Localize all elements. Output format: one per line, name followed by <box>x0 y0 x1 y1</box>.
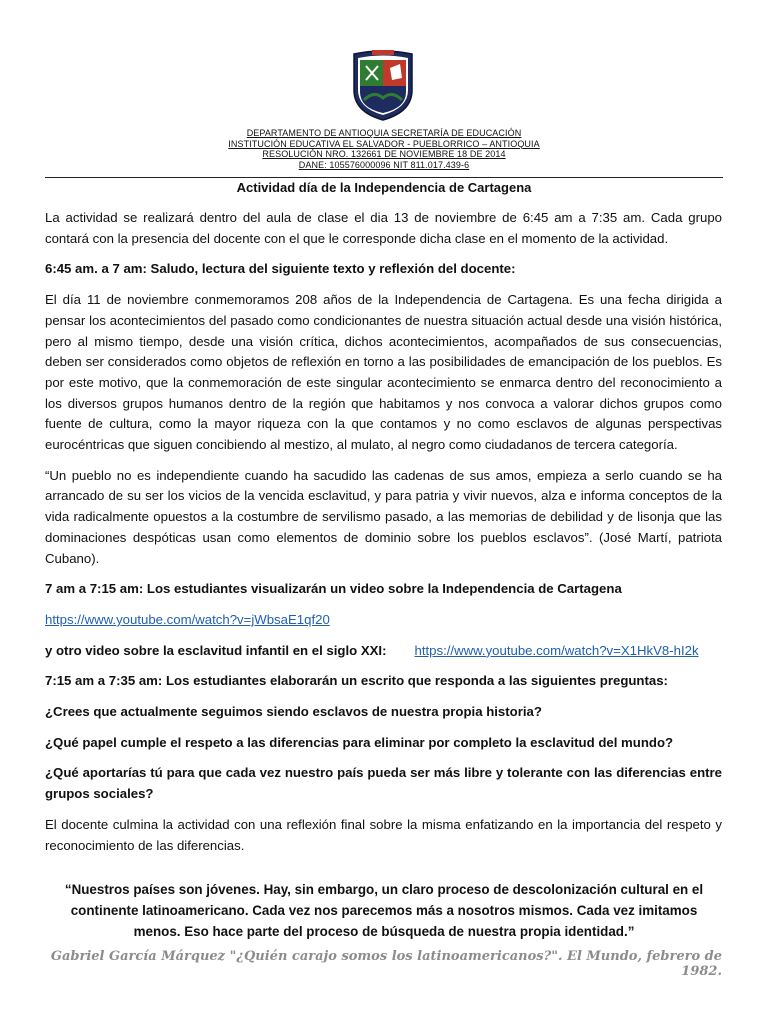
intro-paragraph: La actividad se realizará dentro del aula de clase el dia 13 de noviembre de 6:45 am a 7:35 am. Cada grupo contará con la presencia del docente con el que le corresponde dicha clase en el momento de la actividad. <box>45 210 722 246</box>
school-shield-icon <box>350 50 416 122</box>
video-link-child-slavery[interactable]: https://www.youtube.com/watch?v=X1HkV8-hI2k <box>414 642 699 658</box>
header-line-resolution: RESOLUCIÓN NRO. 132661 DE NOVIEMBRE 18 DE 2014 <box>262 149 506 159</box>
marti-quote-paragraph: “Un pueblo no es independiente cuando ha sacudido las cadenas de sus amos, empieza a serlo cuando se ha arrancado de su ser los vicios de la vencida esclavitud, y para patria y vivir nuevos, alza e informa conceptos de la vida radicalmente opuestos a la costumbre de servilismo pasado, a las memorias de debilidad y de lisonja que las dominaciones despóticas usan como elementos de dominio sobre los pueblos esclavos”. (José Martí, patriota Cubano). <box>45 467 722 566</box>
reading-paragraph: El día 11 de noviembre conmemoramos 208 años de la Independencia de Cartagena. Es una fecha dirigida a pensar los acontecimientos del pasado como condicionantes de nuestra situación actual desde una visión histórica, pero al mismo tiempo, desde una visión crítica, dichos acontecimientos, acompañados de sus consecuencias, deben ser considerados como objetos de reflexión en torno a las posibilidades de emancipación de los pueblos. Es por este motivo, que la conmemoración de este singular acontecimiento se enmarca dentro del reconocimiento a los diversos grupos humanos dentro de la región que habitamos y nos convoca a valorar dichos grupos como fuente de cultura, como la mayor riqueza con la que contamos y no como esclavos de algunas perspectivas eurocéntricas que siguen concibiendo al mestizo, al mulato, al negro como ciudadanos de tercera categoría. <box>45 292 722 453</box>
header-line-institution: INSTITUCIÓN EDUCATIVA EL SALVADOR - PUEBLORRICO – ANTIOQUIA <box>228 138 540 149</box>
question-2: ¿Qué papel cumple el respeto a las diferencias para eliminar por completo la esclavitud del mundo? <box>45 734 674 750</box>
document-body <box>45 208 722 866</box>
header-line-dane: DANE: 105576000096 NIT 811.017.439-6 <box>298 159 470 170</box>
section-heading-video: 7 am a 7:15 am: Los estudiantes visualizarán un video sobre la Independencia de Cartagena <box>45 581 622 597</box>
quote-citation: Gabriel García Márquez "¿Quién carajo somos los latinoamericanos?". El Mundo, febrero de 1982. <box>50 949 722 979</box>
garcia-marquez-quote: “Nuestros países son jóvenes. Hay, sin embargo, un claro proceso de descolonización cultural en el continente latinoamericano. Cada vez nos parecemos más a nosotros mismos. Cada vez imitamos menos. Eso hace parte del proceso de búsqueda de nuestra propia identidad.” <box>64 882 704 939</box>
section-heading-greeting: 6:45 am. a 7 am: Saludo, lectura del siguiente texto y reflexión del docente: <box>45 261 516 277</box>
question-1: ¿Crees que actualmente seguimos siendo esclavos de nuestra propia historia? <box>45 704 542 720</box>
question-3: ¿Qué aportarías tú para que cada vez nuestro país pueda ser más libre y tolerante con las diferencias entre grupos sociales? <box>45 765 722 802</box>
header-line-department: DEPARTAMENTO DE ANTIOQUIA SECRETARÍA DE EDUCACIÓN <box>246 128 522 138</box>
institution-header <box>0 128 768 170</box>
closing-paragraph: El docente culmina la actividad con una reflexión final sobre la misma enfatizando en la importancia del respeto y reconocimiento de las diferencias. <box>45 816 722 853</box>
document-title: Actividad día de la Independencia de Cartagena <box>236 180 532 195</box>
video-link-independence[interactable]: https://www.youtube.com/watch?v=jWbsaE1qf20 <box>45 611 330 627</box>
section-heading-writing: 7:15 am a 7:35 am: Los estudiantes elaborarán un escrito que responda a las siguientes preguntas: <box>45 673 668 689</box>
section-heading-second-video: y otro video sobre la esclavitud infantil en el siglo XXI: <box>45 642 387 658</box>
header-divider <box>45 177 723 178</box>
